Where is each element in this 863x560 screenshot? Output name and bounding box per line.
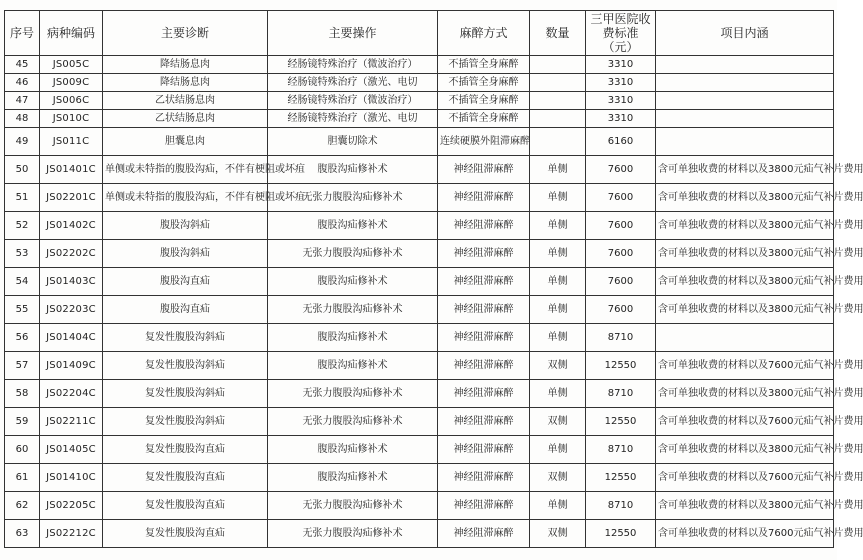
cell-operation: 腹股沟疝修补术 — [268, 324, 438, 352]
cell-code: JS009C — [40, 74, 103, 92]
cell-price: 3310 — [586, 92, 656, 110]
cell-no: 50 — [5, 156, 40, 184]
table-row — [5, 128, 834, 156]
fee-schedule-table — [4, 10, 863, 548]
cell-anesthesia: 不插管全身麻醉 — [438, 56, 530, 74]
cell-quantity: 单侧 — [530, 436, 586, 464]
cell-scope — [656, 56, 834, 74]
cell-diagnosis: 乙状结肠息肉 — [103, 92, 268, 110]
cell-price: 3310 — [586, 74, 656, 92]
cell-price: 12550 — [586, 520, 656, 548]
header-operation: 主要操作 — [268, 11, 438, 56]
cell-code: JS02211C — [40, 408, 103, 436]
header-anesthesia: 麻醉方式 — [438, 11, 530, 56]
table-row — [5, 268, 834, 296]
cell-price: 7600 — [586, 184, 656, 212]
cell-diagnosis: 降结肠息肉 — [103, 74, 268, 92]
cell-no: 56 — [5, 324, 40, 352]
cell-code: JS02212C — [40, 520, 103, 548]
cell-no: 58 — [5, 380, 40, 408]
cell-operation: 腹股沟疝修补术 — [268, 352, 438, 380]
cell-quantity: 单侧 — [530, 492, 586, 520]
cell-code: JS01405C — [40, 436, 103, 464]
cell-code: JS02204C — [40, 380, 103, 408]
cell-anesthesia: 神经阻滞麻醉 — [438, 464, 530, 492]
table-row — [5, 92, 834, 110]
cell-diagnosis: 腹股沟直疝 — [103, 296, 268, 324]
cell-quantity: 双侧 — [530, 464, 586, 492]
table-row — [5, 408, 834, 436]
cell-scope: 含可单独收费的材料以及3800元疝气补片费用 — [656, 268, 834, 296]
cell-scope — [656, 74, 834, 92]
cell-price: 8710 — [586, 380, 656, 408]
cell-operation: 腹股沟疝修补术 — [268, 268, 438, 296]
table-row — [5, 464, 834, 492]
cell-code: JS006C — [40, 92, 103, 110]
cell-anesthesia: 神经阻滞麻醉 — [438, 156, 530, 184]
cell-quantity — [530, 110, 586, 128]
cell-diagnosis: 单侧或未特指的腹股沟疝，不伴有梗阻或坏疽 — [103, 156, 268, 184]
cell-diagnosis: 降结肠息肉 — [103, 56, 268, 74]
cell-scope: 含可单独收费的材料以及7600元疝气补片费用 — [656, 408, 834, 436]
cell-diagnosis: 复发性腹股沟斜疝 — [103, 380, 268, 408]
cell-anesthesia: 神经阻滞麻醉 — [438, 324, 530, 352]
cell-price: 6160 — [586, 128, 656, 156]
cell-quantity: 双侧 — [530, 520, 586, 548]
cell-no: 60 — [5, 436, 40, 464]
cell-no: 47 — [5, 92, 40, 110]
cell-diagnosis: 复发性腹股沟直疝 — [103, 436, 268, 464]
table-row — [5, 156, 834, 184]
cell-operation: 腹股沟疝修补术 — [268, 464, 438, 492]
cell-anesthesia: 神经阻滞麻醉 — [438, 240, 530, 268]
cell-no: 49 — [5, 128, 40, 156]
cell-no: 59 — [5, 408, 40, 436]
cell-quantity: 双侧 — [530, 408, 586, 436]
cell-scope: 含可单独收费的材料以及7600元疝气补片费用 — [656, 352, 834, 380]
cell-anesthesia: 连续硬膜外阻滞麻醉 — [438, 128, 530, 156]
cell-price: 7600 — [586, 156, 656, 184]
table-row — [5, 436, 834, 464]
cell-anesthesia: 神经阻滞麻醉 — [438, 520, 530, 548]
cell-price: 7600 — [586, 296, 656, 324]
cell-diagnosis: 复发性腹股沟直疝 — [103, 520, 268, 548]
cell-price: 3310 — [586, 110, 656, 128]
cell-quantity: 单侧 — [530, 184, 586, 212]
cell-scope — [656, 324, 834, 352]
header-price: 三甲医院收费标准（元） — [586, 11, 656, 56]
cell-scope — [656, 92, 834, 110]
cell-scope: 含可单独收费的材料以及3800元疝气补片费用 — [656, 212, 834, 240]
cell-quantity — [530, 56, 586, 74]
table-row — [5, 492, 834, 520]
table-row — [5, 56, 834, 74]
cell-code: JS01409C — [40, 352, 103, 380]
cell-price: 12550 — [586, 408, 656, 436]
header-scope: 项目内涵 — [656, 11, 834, 56]
cell-scope: 含可单独收费的材料以及7600元疝气补片费用 — [656, 520, 834, 548]
cell-operation: 腹股沟疝修补术 — [268, 436, 438, 464]
cell-anesthesia: 神经阻滞麻醉 — [438, 352, 530, 380]
cell-scope: 含可单独收费的材料以及3800元疝气补片费用 — [656, 492, 834, 520]
cell-scope — [656, 110, 834, 128]
cell-no: 61 — [5, 464, 40, 492]
cell-quantity: 单侧 — [530, 212, 586, 240]
cell-no: 45 — [5, 56, 40, 74]
cell-diagnosis: 胆囊息肉 — [103, 128, 268, 156]
cell-operation: 腹股沟疝修补术 — [268, 156, 438, 184]
header-code: 病种编码 — [40, 11, 103, 56]
cell-scope: 含可单独收费的材料以及3800元疝气补片费用 — [656, 380, 834, 408]
cell-diagnosis: 单侧或未特指的腹股沟疝，不伴有梗阻或坏疽 — [103, 184, 268, 212]
cell-operation: 经肠镜特殊治疗（激光、电切 — [268, 110, 438, 128]
table-row — [5, 110, 834, 128]
cell-price: 12550 — [586, 464, 656, 492]
cell-operation: 无张力腹股沟疝修补术 — [268, 184, 438, 212]
table-row — [5, 74, 834, 92]
cell-operation: 无张力腹股沟疝修补术 — [268, 240, 438, 268]
cell-price: 7600 — [586, 268, 656, 296]
table-row — [5, 380, 834, 408]
cell-anesthesia: 不插管全身麻醉 — [438, 92, 530, 110]
cell-quantity — [530, 128, 586, 156]
cell-anesthesia: 神经阻滞麻醉 — [438, 296, 530, 324]
cell-scope: 含可单独收费的材料以及3800元疝气补片费用 — [656, 184, 834, 212]
cell-code: JS02202C — [40, 240, 103, 268]
cell-price: 7600 — [586, 212, 656, 240]
cell-anesthesia: 不插管全身麻醉 — [438, 74, 530, 92]
cell-code: JS005C — [40, 56, 103, 74]
table-row — [5, 240, 834, 268]
cell-anesthesia: 神经阻滞麻醉 — [438, 436, 530, 464]
cell-quantity: 双侧 — [530, 352, 586, 380]
cell-code: JS02203C — [40, 296, 103, 324]
cell-anesthesia: 神经阻滞麻醉 — [438, 492, 530, 520]
cell-diagnosis: 复发性腹股沟斜疝 — [103, 352, 268, 380]
cell-code: JS01401C — [40, 156, 103, 184]
table-row — [5, 520, 834, 548]
cell-code: JS01403C — [40, 268, 103, 296]
cell-quantity — [530, 92, 586, 110]
header-row — [5, 11, 834, 56]
table-row — [5, 184, 834, 212]
cell-operation: 经肠镜特殊治疗（微波治疗） — [268, 92, 438, 110]
cell-no: 63 — [5, 520, 40, 548]
cell-anesthesia: 神经阻滞麻醉 — [438, 380, 530, 408]
cell-diagnosis: 复发性腹股沟斜疝 — [103, 408, 268, 436]
cell-price: 12550 — [586, 352, 656, 380]
cell-code: JS011C — [40, 128, 103, 156]
table-body — [5, 56, 863, 548]
cell-anesthesia: 神经阻滞麻醉 — [438, 212, 530, 240]
cell-price: 7600 — [586, 240, 656, 268]
cell-no: 57 — [5, 352, 40, 380]
cell-no: 54 — [5, 268, 40, 296]
cell-quantity: 单侧 — [530, 156, 586, 184]
header-no: 序号 — [5, 11, 40, 56]
cell-price: 8710 — [586, 436, 656, 464]
cell-quantity: 单侧 — [530, 380, 586, 408]
cell-code: JS01410C — [40, 464, 103, 492]
header-diagnosis: 主要诊断 — [103, 11, 268, 56]
cell-code: JS010C — [40, 110, 103, 128]
cell-quantity: 单侧 — [530, 324, 586, 352]
cell-diagnosis: 腹股沟直疝 — [103, 268, 268, 296]
cell-operation: 胆囊切除术 — [268, 128, 438, 156]
cell-anesthesia: 不插管全身麻醉 — [438, 110, 530, 128]
cell-price: 8710 — [586, 324, 656, 352]
cell-scope: 含可单独收费的材料以及7600元疝气补片费用 — [656, 464, 834, 492]
table-header — [5, 11, 834, 56]
cell-no: 62 — [5, 492, 40, 520]
cell-code: JS02201C — [40, 184, 103, 212]
cell-quantity: 单侧 — [530, 268, 586, 296]
cell-operation: 腹股沟疝修补术 — [268, 212, 438, 240]
cell-scope: 含可单独收费的材料以及3800元疝气补片费用 — [656, 296, 834, 324]
cell-operation: 无张力腹股沟疝修补术 — [268, 380, 438, 408]
table-row — [5, 296, 834, 324]
cell-diagnosis: 复发性腹股沟直疝 — [103, 464, 268, 492]
cell-operation: 无张力腹股沟疝修补术 — [268, 408, 438, 436]
cell-code: JS02205C — [40, 492, 103, 520]
cell-diagnosis: 复发性腹股沟直疝 — [103, 492, 268, 520]
cell-no: 46 — [5, 74, 40, 92]
cell-operation: 经肠镜特殊治疗（微波治疗） — [268, 56, 438, 74]
cell-operation: 无张力腹股沟疝修补术 — [268, 296, 438, 324]
header-quantity: 数量 — [530, 11, 586, 56]
cell-no: 53 — [5, 240, 40, 268]
cell-operation: 无张力腹股沟疝修补术 — [268, 492, 438, 520]
cell-anesthesia: 神经阻滞麻醉 — [438, 408, 530, 436]
cell-no: 55 — [5, 296, 40, 324]
table-row — [5, 212, 834, 240]
cell-operation: 经肠镜特殊治疗（激光、电切 — [268, 74, 438, 92]
cell-code: JS01404C — [40, 324, 103, 352]
cell-scope: 含可单独收费的材料以及3800元疝气补片费用 — [656, 156, 834, 184]
cell-scope: 含可单独收费的材料以及3800元疝气补片费用 — [656, 240, 834, 268]
cell-no: 52 — [5, 212, 40, 240]
cell-anesthesia: 神经阻滞麻醉 — [438, 268, 530, 296]
cell-quantity: 单侧 — [530, 296, 586, 324]
cell-no: 51 — [5, 184, 40, 212]
cell-no: 48 — [5, 110, 40, 128]
cell-quantity — [530, 74, 586, 92]
cell-diagnosis: 复发性腹股沟斜疝 — [103, 324, 268, 352]
cell-quantity: 单侧 — [530, 240, 586, 268]
cell-operation: 无张力腹股沟疝修补术 — [268, 520, 438, 548]
table-row — [5, 352, 834, 380]
cell-diagnosis: 腹股沟斜疝 — [103, 240, 268, 268]
cell-diagnosis: 乙状结肠息肉 — [103, 110, 268, 128]
cell-scope: 含可单独收费的材料以及3800元疝气补片费用 — [656, 436, 834, 464]
cell-scope — [656, 128, 834, 156]
cell-price: 3310 — [586, 56, 656, 74]
cell-anesthesia: 神经阻滞麻醉 — [438, 184, 530, 212]
cell-diagnosis: 腹股沟斜疝 — [103, 212, 268, 240]
cell-price: 8710 — [586, 492, 656, 520]
table-row — [5, 324, 834, 352]
cell-code: JS01402C — [40, 212, 103, 240]
